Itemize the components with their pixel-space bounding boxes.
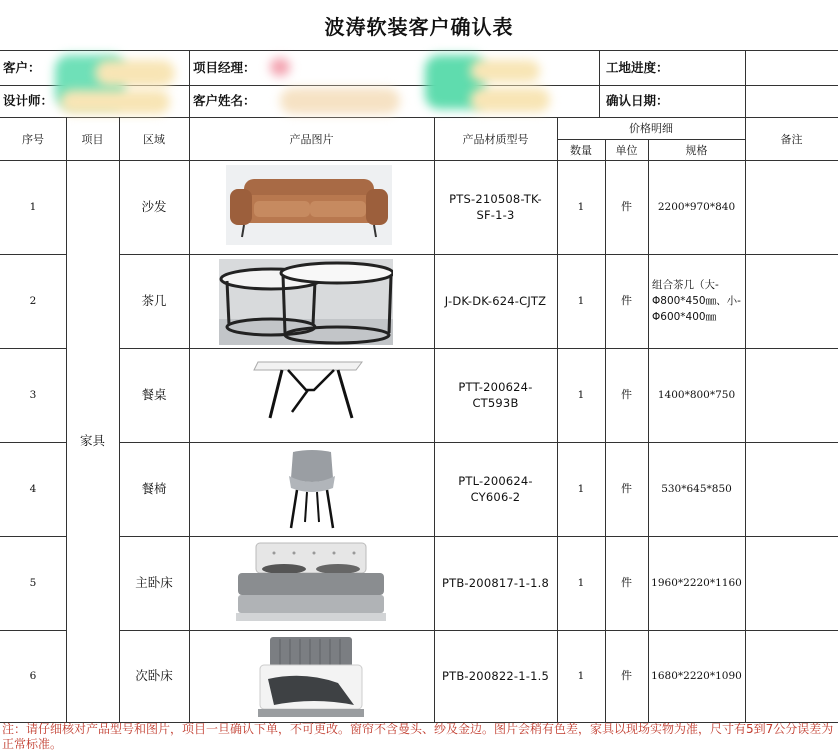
row-area: 主卧床	[135, 575, 173, 590]
redaction-blur-pm	[270, 58, 290, 76]
redaction-blur-designer	[60, 90, 170, 114]
row-seq: 3	[29, 389, 37, 401]
header-divider-2	[599, 50, 600, 117]
col-header-price-detail: 价格明细	[629, 122, 673, 135]
col-header-model: 产品材质型号	[462, 132, 529, 146]
form-title: 波涛软装客户确认表	[324, 14, 514, 39]
header-top-border	[0, 50, 838, 51]
dining-table-image	[252, 356, 368, 422]
row-qty: 1	[577, 483, 585, 495]
col-header-unit: 单位	[615, 143, 638, 157]
row-unit: 件	[621, 576, 632, 589]
row-qty: 1	[577, 577, 585, 589]
project-manager-label: 项目经理：	[193, 60, 256, 75]
row-spec: 1960*2220*1160	[651, 577, 742, 589]
site-progress-label: 工地进度：	[606, 60, 669, 75]
row-qty: 1	[577, 670, 585, 682]
col-header-area: 区域	[143, 132, 165, 146]
row-model: PTB-200822-1-1.5	[441, 669, 549, 683]
row-spec: 1680*2220*1090	[651, 670, 742, 682]
row-model: J-DK-DK-624-CJTZ	[444, 294, 547, 308]
col-header-remark: 备注	[780, 132, 803, 146]
row-qty: 1	[577, 389, 585, 401]
row-spec: 1400*800*750	[657, 389, 736, 401]
second-bed-image	[254, 635, 368, 719]
col-header-seq: 序号	[22, 132, 44, 146]
row-seq: 5	[29, 577, 37, 589]
customer-label: 客户：	[3, 60, 41, 75]
master-bed-image	[234, 541, 388, 625]
header-divider-1	[189, 50, 190, 117]
row-spec: 530*645*850	[661, 483, 732, 495]
redaction-blur-customer-2	[95, 60, 175, 86]
row-seq: 1	[29, 201, 37, 213]
row-area: 餐椅	[141, 481, 167, 496]
redaction-blur-contact-3	[470, 88, 550, 112]
header-divider-3	[745, 50, 746, 117]
col-line-area	[189, 117, 190, 722]
row-qty: 1	[577, 295, 585, 307]
row-spec: 2200*970*840	[657, 201, 736, 213]
row-model: PTS-210508-TK-SF-1-3	[449, 192, 542, 222]
row-area: 次卧床	[135, 668, 173, 683]
redaction-blur-contact-2	[470, 60, 540, 82]
col-line-spec	[745, 117, 746, 722]
sofa-image	[226, 165, 392, 245]
col-header-image: 产品图片	[289, 132, 334, 146]
row-unit: 件	[621, 388, 632, 401]
category-cell: 家具	[79, 433, 105, 448]
confirm-date-label: 确认日期：	[606, 93, 669, 108]
row-seq: 2	[29, 295, 37, 307]
col-header-item: 项目	[81, 132, 104, 146]
row-unit: 件	[621, 294, 632, 307]
row-area: 餐桌	[141, 387, 167, 402]
row-area: 茶几	[141, 293, 167, 308]
row-spec: 组合茶几（大-Φ800*450㎜、小-Φ600*400㎜	[652, 279, 741, 323]
dining-chair-image	[283, 448, 341, 530]
row-seq: 4	[29, 483, 37, 495]
row-unit: 件	[621, 200, 632, 213]
col-header-spec: 规格	[685, 143, 708, 157]
redaction-blur-name	[280, 88, 400, 114]
row-unit: 件	[621, 482, 632, 495]
row-model: PTB-200817-1-1.8	[441, 576, 549, 590]
row-seq: 6	[29, 670, 37, 682]
row-model: PTL-200624-CY606-2	[458, 474, 533, 504]
footer-note: 注：请仔细核对产品型号和图片，项目一旦确认下单，不可更改。窗帘不含曼头、纱及金边。图片会稍有色差，家具以现场实物为准，尺寸有5到7公分误差为正常标准。	[2, 722, 834, 751]
customer-name-label: 客户姓名：	[193, 93, 256, 108]
col-header-qty: 数量	[570, 143, 592, 157]
row-model: PTT-200624-CT593B	[458, 380, 533, 410]
coffee-table-image	[219, 259, 393, 345]
row-unit: 件	[621, 669, 632, 682]
row-qty: 1	[577, 201, 585, 213]
designer-label: 设计师：	[3, 93, 54, 108]
row-area: 沙发	[141, 199, 167, 214]
